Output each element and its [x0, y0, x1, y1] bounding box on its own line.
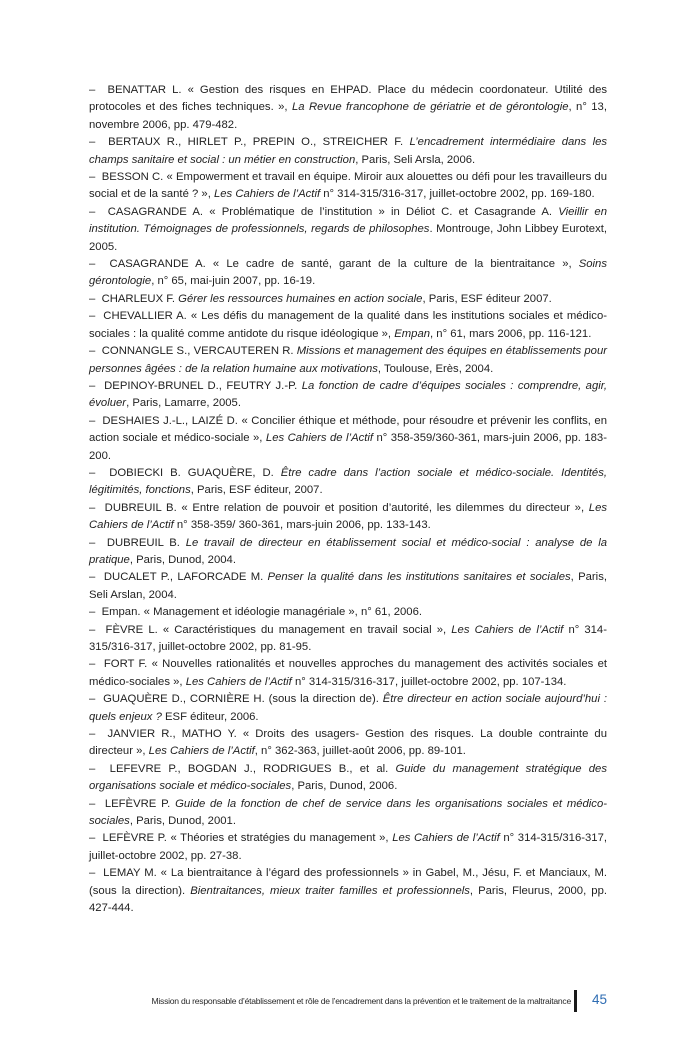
reference-text: , Paris, Lamarre, 2005.	[126, 397, 241, 410]
reference-title-italic: Guide du management stratégique des organisations sociale et médico-sociales	[89, 762, 607, 793]
reference-title-italic: Les Cahiers de l’Actif	[148, 745, 255, 758]
reference-entry	[89, 204, 607, 256]
reference-entry	[89, 308, 607, 343]
reference-text: CHARLEUX F.	[101, 292, 179, 305]
reference-title-italic: Vieillir en institution. Témoignages de professionnels, regards de philosophes	[89, 205, 607, 236]
reference-text: ESF éditeur, 2006.	[161, 710, 259, 723]
reference-title-italic: Gérer les ressources humaines en action sociale	[178, 292, 423, 305]
list-dash: –	[89, 84, 96, 96]
reference-text: FÈVRE L. « Caractéristiques du management en travail social »,	[105, 623, 452, 636]
reference-text: , Paris, Dunod, 2001.	[129, 815, 236, 828]
reference-text: n° 358-359/ 360-361, mars-juin 2006, pp. 133-143.	[173, 519, 431, 532]
reference-entry	[89, 82, 607, 134]
reference-title-italic: Être directeur en action sociale aujourd’hui : quels enjeux ?	[89, 693, 607, 723]
reference-text: FORT F. « Nouvelles rationalités et nouvelles approches du management des activités sociales et médico-sociales »,	[89, 658, 607, 688]
reference-title-italic: Les Cahiers de l’Actif	[213, 188, 321, 201]
reference-text: LEFÈVRE P.	[104, 797, 176, 810]
list-dash: –	[89, 658, 96, 671]
reference-entry	[89, 413, 607, 465]
reference-entry	[89, 378, 607, 413]
reference-entry	[89, 726, 607, 761]
reference-text: CASAGRANDE A. « Le cadre de santé, garant de la culture de la bientraitance »,	[109, 258, 579, 271]
list-dash: –	[89, 414, 96, 427]
reference-text: , Paris, Dunod, 2004.	[129, 553, 236, 566]
list-dash: –	[89, 536, 96, 549]
list-dash: –	[89, 258, 96, 271]
reference-text: , Paris, ESF éditeur, 2007.	[190, 484, 323, 497]
reference-text: n° 314-315/316-317, juillet-octobre 2002, pp. 81-95.	[89, 623, 607, 653]
reference-entry	[89, 291, 607, 308]
reference-text: . Montrouge, John Libbey Eurotext, 2005.	[89, 223, 607, 253]
reference-entry	[89, 622, 607, 657]
reference-entry	[89, 500, 607, 535]
reference-text: JANVIER R., MATHO Y. « Droits des usagers- Gestion des risques. La double contrainte du directeur »,	[89, 728, 608, 758]
reference-title-italic: L’encadrement intermédiaire dans les champs sanitaire et social : un métier en construction	[89, 136, 608, 166]
reference-entry	[89, 656, 607, 691]
list-dash: –	[89, 345, 96, 358]
list-dash: –	[89, 762, 96, 775]
reference-title-italic: Être cadre dans l’action sociale et médico-sociale. Identités, légitimités, fonctions	[89, 466, 607, 497]
reference-text: , n° 13, novembre 2006, pp. 479-482.	[89, 101, 607, 131]
footer-divider	[574, 990, 577, 1012]
reference-text: DEPINOY-BRUNEL D., FEUTRY J.-P.	[104, 379, 302, 392]
reference-title-italic: Les Cahiers de l’Actif	[392, 832, 500, 845]
reference-text: BENATTAR L. « Gestion des risques en EHPAD. Place du médecin coordonateur. Utilité des protocoles et des fiches techniques. »,	[89, 84, 608, 114]
reference-text: DUBREUIL B.	[106, 536, 186, 549]
reference-text: , Paris, Dunod, 2006.	[291, 780, 398, 793]
reference-text: DOBIECKI B. GUAQUÈRE, D.	[109, 466, 281, 479]
reference-entry	[89, 604, 607, 621]
reference-text: GUAQUÈRE D., CORNIÈRE H. (sous la direction de).	[103, 693, 383, 706]
reference-text: , n° 362-363, juillet-août 2006, pp. 89-101.	[254, 745, 466, 758]
reference-entry	[89, 830, 607, 865]
reference-title-italic: Soins gérontologie	[89, 258, 607, 288]
reference-entry	[89, 569, 607, 604]
page-footer	[0, 990, 693, 1020]
list-dash: –	[89, 867, 96, 880]
reference-text: DESHAIES J.-L., LAIZÉ D. « Concilier éthique et méthode, pour résoudre et prévenir les conflits, en action sociale et médico-sociale »,	[89, 414, 608, 445]
reference-text: n° 314-315/316-317, juillet-octobre 2002, pp. 27-38.	[89, 832, 607, 862]
reference-entry	[89, 256, 607, 291]
running-title: Mission du responsable d’établissement et rôle de l’encadrement dans la prévention et le traitement de la maltraitance	[151, 996, 571, 1006]
list-dash: –	[89, 797, 96, 810]
reference-text: BERTAUX R., HIRLET P., PREPIN O., STREICHER F.	[108, 136, 410, 149]
list-dash: –	[89, 292, 96, 305]
reference-title-italic: Le travail de directeur en établissement social et médico-social : analyse de la pratique	[89, 536, 608, 566]
reference-text: DUCALET P., LAFORCADE M.	[103, 571, 268, 584]
reference-title-italic: Missions et management des équipes en établissements pour personnes âgées : de la relation humaine aux motivations	[89, 345, 607, 375]
reference-text: , Paris, Seli Arsla, 2006.	[355, 153, 476, 166]
reference-entry	[89, 465, 607, 500]
reference-text: CASAGRANDE A. « Problématique de l’institution » in Déliot C. et Casagrande A.	[107, 205, 559, 218]
reference-entry	[89, 691, 607, 726]
reference-text: LEFÈVRE P. « Théories et stratégies du management »,	[102, 832, 393, 845]
reference-text: Empan. « Management et idéologie managériale », n° 61, 2006.	[101, 606, 422, 619]
reference-text: LEMAY M. « La bientraitance à l’égard des professionnels » in Gabel, M., Jésu, F. et Manciaux, M. (sous la direction).	[89, 867, 608, 897]
reference-title-italic: Les Cahiers de l’Actif	[265, 432, 374, 445]
list-dash: –	[89, 623, 96, 636]
reference-title-italic: Les Cahiers de l’Actif	[89, 501, 607, 532]
reference-text: , Paris, Seli Arslan, 2004.	[89, 571, 607, 601]
reference-text: n° 314-315/316-317, juillet-octobre 2002, pp. 107-134.	[291, 675, 567, 688]
list-dash: –	[89, 466, 96, 479]
reference-text: LEFEVRE P., BOGDAN J., RODRIGUES B., et al.	[109, 762, 396, 775]
list-dash: –	[89, 379, 96, 392]
reference-entry	[89, 343, 607, 378]
reference-text: n° 358-359/360-361, mars-juin 2006, pp. 183-200.	[89, 432, 607, 462]
list-dash: –	[89, 728, 96, 741]
list-dash: –	[89, 171, 96, 184]
list-dash: –	[89, 832, 96, 845]
reference-title-italic: Les Cahiers de l’Actif	[451, 623, 564, 636]
reference-text: DUBREUIL B. « Entre relation de pouvoir et position d’autorité, les dilemmes du directeur »,	[104, 501, 589, 514]
reference-text: , Paris, Fleurus, 2000, pp. 427-444.	[89, 884, 607, 915]
reference-text: CHEVALLIER A. « Les défis du management de la qualité dans les institutions sociales et médico-sociales : la qualité comme antidote du risque idéologique »,	[89, 310, 607, 340]
list-dash: –	[89, 606, 96, 619]
reference-title-italic: La Revue francophone de gériatrie et de gérontologie	[291, 101, 569, 114]
page-number: 45	[592, 992, 608, 1007]
reference-title-italic: La fonction de cadre d’équipes sociales : comprendre, agir, évoluer	[89, 379, 608, 410]
reference-text: , Paris, ESF éditeur 2007.	[422, 292, 552, 305]
reference-title-italic: Bientraitances, mieux traiter familles et professionnels	[190, 884, 470, 897]
reference-text: n° 314-315/316-317, juillet-octobre 2002, pp. 169-180.	[320, 188, 595, 201]
list-dash: –	[89, 501, 96, 514]
reference-entry	[89, 865, 607, 917]
bibliography-list	[89, 82, 607, 918]
reference-entry	[89, 169, 607, 204]
reference-text: , n° 65, mai-juin 2007, pp. 16-19.	[151, 275, 316, 288]
reference-entry	[89, 796, 607, 831]
reference-title-italic: Guide de la fonction de chef de service dans les organisations sociales et médico-sociales	[89, 797, 608, 828]
list-dash: –	[89, 205, 96, 218]
list-dash: –	[89, 693, 96, 706]
list-dash: –	[89, 571, 96, 584]
reference-entry	[89, 761, 607, 796]
reference-text: CONNANGLE S., VERCAUTEREN R.	[101, 345, 297, 358]
reference-entry	[89, 134, 607, 169]
reference-entry	[89, 535, 607, 570]
reference-text: , Toulouse, Erès, 2004.	[377, 362, 494, 375]
list-dash: –	[89, 136, 96, 149]
reference-text: , n° 61, mars 2006, pp. 116-121.	[430, 327, 592, 340]
reference-text: BESSON C. « Empowerment et travail en équipe. Miroir aux alouettes ou défi pour les travailleurs du social et de la santé ? »,	[89, 171, 608, 201]
reference-title-italic: Penser la qualité dans les institutions sanitaires et sociales	[267, 571, 571, 584]
list-dash: –	[89, 310, 96, 323]
reference-title-italic: Les Cahiers de l’Actif	[185, 675, 292, 688]
reference-title-italic: Empan	[394, 327, 431, 340]
